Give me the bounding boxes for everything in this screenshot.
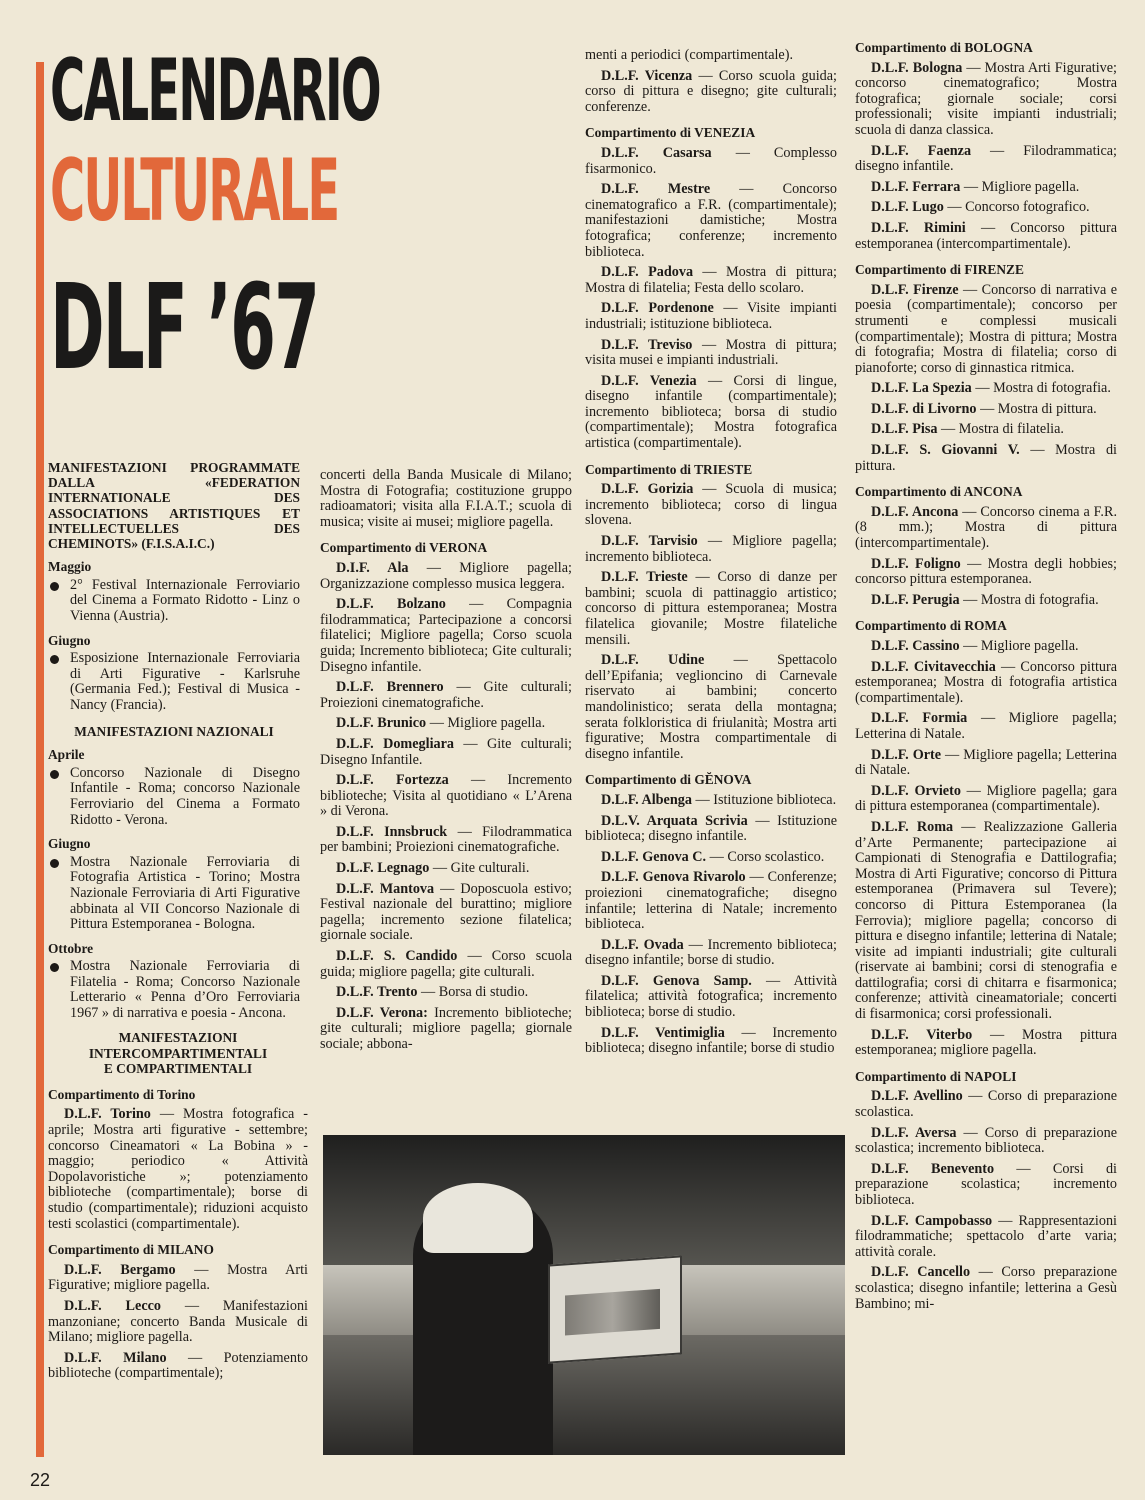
list-item: D.L.F. Milano — Potenziamento biblioteche (compartimentale); bbox=[48, 1349, 308, 1382]
list-item: Concorso Nazionale di Disegno Infantile - Roma; concorso Nazionale Ferroviario del Cinema a Formato Ridotto - Verona. bbox=[48, 766, 300, 828]
list-item: D.L.F. Venezia — Corsi di lingue, disegno infantile (compartimentale); incremento biblioteca; borsa di studio (compartimentale); Mostra fotografica artistica (compartimentale). bbox=[585, 372, 837, 452]
list-item: D.L.F. Cancello — Corso preparazione scolastica; disegno infantile; letterina a Gesù Bambino; mi- bbox=[855, 1264, 1118, 1312]
intro-heading: MANIFESTAZIONI PROGRAMMATE DALLA «FEDERATION INTERNATIONALE DES ASSOCIATIONS ARTISTIQUES ET INTELLECTUELLES DES CHEMINOTS» (F.I.S.A.I.C.) bbox=[48, 460, 300, 552]
list-item: D.L.F. Formia — Migliore pagella; Letterina di Natale. bbox=[855, 710, 1117, 742]
list-item: D.L.F. S. Candido — Corso scuola guida; migliore pagella; gite culturali. bbox=[320, 948, 572, 980]
list-item: D.L.F. Civitavecchia — Concorso pittura estemporanea; Mostra di fotografia artistica (compartimentale). bbox=[855, 658, 1118, 706]
list-item: D.L.F. Cassino — Migliore pagella. bbox=[871, 638, 1079, 654]
list-item: D.L.F. Udine — Spettacolo dell’Epifania; veglioncino di Carnevale riservato ai bambini; concerto mandolinistico; serata della montagna; serata folkloristica di friulanità; Mostra arti figurative; Mostra compartimentale di disegno infantile. bbox=[585, 652, 837, 762]
section-heading: MANIFESTAZIONI bbox=[118, 1030, 238, 1045]
list-item: D.L.F. Bolzano — Compagnia filodrammatica; Partecipazione a concorsi filatelici; Migliore pagella; Corso scuola guida; Incremento biblioteca; Gite culturali; Disegno infantile. bbox=[320, 596, 572, 675]
list-item: D.L.F. Tarvisio — Migliore pagella; incremento biblioteca. bbox=[585, 533, 837, 565]
title-line-3: DLF ’67 bbox=[50, 258, 319, 396]
list-item: D.L.F. Bergamo — Mostra Arti Figurative; migliore pagella. bbox=[48, 1261, 309, 1294]
section-heading: INTERCOMPARTIMENTALI bbox=[88, 1045, 268, 1061]
list-item: D.L.F. Ferrara — Migliore pagella. bbox=[871, 178, 1080, 195]
list-item: D.L.F. Genova Rivarolo — Conferenze; proiezioni cinematografiche; disegno infantile; letterina di Natale; incremento biblioteca. bbox=[585, 869, 837, 933]
list-item: D.L.F. Casarsa — Complesso fisarmonico. bbox=[585, 144, 837, 177]
page-title bbox=[50, 41, 380, 396]
compartment-heading: Compartimento di TRIESTE bbox=[585, 461, 753, 477]
section-heading: E COMPARTIMENTALI bbox=[103, 1061, 253, 1077]
column-1-lower bbox=[48, 1030, 308, 1387]
list-item: D.L.F. Pordenone — Visite impianti industriali; istituzione biblioteca. bbox=[585, 300, 837, 332]
list-item: D.L.F. Verona: Incremento biblioteche; gite culturali; migliore pagella; giornale sociale; abbona- bbox=[320, 1004, 573, 1052]
list-item: D.L.F. Genova C. — Corso scolastico. bbox=[601, 848, 825, 865]
compartment-heading: Compartimento di BOLOGNA bbox=[855, 40, 1033, 55]
list-item: D.L.F. Innsbruck — Filodrammatica per bambini; Proiezioni cinematografiche. bbox=[320, 823, 572, 856]
compartment-heading: Compartimento di ANCONA bbox=[855, 484, 1023, 500]
compartment-heading: Compartimento di VERONA bbox=[320, 540, 488, 556]
compartment-heading: Compartimento di NAPOLI bbox=[855, 1068, 1017, 1084]
list-item: D.L.F. Faenza — Filodrammatica; disegno infantile. bbox=[855, 142, 1117, 175]
list-item: D.L.F. Ovada — Incremento biblioteca; disegno infantile; borse di studio. bbox=[585, 936, 838, 969]
list-item: D.L.F. Bologna — Mostra Arti Figurative; concorso cinematografico; Mostra fotografica; giornale sociale; corsi professionali; visite impianti industriali; scuola di danza classica. bbox=[855, 59, 1117, 138]
list-item: D.L.F. Roma — Realizzazione Galleria d’Arte Permanente; partecipazione ai Campionati di Stenografia e Dattilografia; Mostra di Arti Figurative; concorso di Pittura estemporanea (Primavera sul Tevere); concorso di Pittura Estemporanea (la Ferrovia); migliore pagella; concorso di pittura e disegno infantile; letterina di Natale; visite ad impianti industriali; gite culturali (riservate ai bambini; corsi di stenografia e dattilografia; corsi di chitarra e fisarmonica; conferenze; attività cineamatoriale; concerti di fisarmonica; corsi professionali. bbox=[855, 818, 1117, 1023]
list-item: D.L.F. Rimini — Concorso pittura estemporanea (intercompartimentale). bbox=[855, 219, 1117, 252]
continued-text: menti a periodici (compartimentale). bbox=[585, 47, 793, 63]
accent-bar bbox=[36, 62, 44, 1457]
list-item: D.L.F. Mestre — Concorso cinematografico a F.R. (compartimentale); manifestazioni damistiche; Mostra fotografica; conferenze; incremento biblioteca. bbox=[585, 181, 838, 260]
column-4 bbox=[855, 40, 1117, 1317]
list-item: 2° Festival Internazionale Ferroviario del Cinema a Formato Ridotto - Linz o Vienna (Austria). bbox=[48, 578, 300, 625]
month-label: Giugno bbox=[48, 836, 91, 852]
month-label: Aprile bbox=[48, 747, 85, 763]
list-item: D.L.F. Legnago — Gite culturali. bbox=[336, 860, 530, 877]
list-item: D.L.F. Trieste — Corso di danze per bambini; scuola di pattinaggio artistico; concorso di pittura estemporanea; Mostra filatelica giovanile; Mostre filateliche mensili. bbox=[585, 569, 837, 648]
list-item: D.L.F. di Livorno — Mostra di pittura. bbox=[871, 400, 1097, 417]
month-label: Giugno bbox=[48, 632, 91, 648]
list-item: D.L.F. Campobasso — Rappresentazioni filodrammatiche; spettacolo d’arte varia; attività corale. bbox=[855, 1212, 1117, 1260]
list-item: D.L.F. Perugia — Mostra di fotografia. bbox=[871, 591, 1099, 608]
list-item: D.L.F. Lecco — Manifestazioni manzoniane; concerto Banda Musicale di Milano; migliore pagella. bbox=[48, 1297, 308, 1346]
list-item: D.L.F. Orte — Migliore pagella; Letterina di Natale. bbox=[855, 746, 1117, 779]
list-item: D.L.F. Firenze — Concorso di narrativa e poesia (compartimentale); concorso per strumenti e complessi musicali (compartimentale); Mostra di pittura; Mostra di fotografia; Mostra di filatelia; corso di pianoforte; corso di ginnastica ritmica. bbox=[855, 281, 1117, 376]
compartment-heading: Compartimento di VENEZIA bbox=[585, 125, 756, 141]
column-3 bbox=[585, 48, 837, 1062]
list-item: D.L.F. Torino — Mostra fotografica - aprile; Mostra arti figurative - settembre; concorso Cineamatori « La Bobina » - maggio; periodico « Attività Dopolavoristiche »; potenziamento biblioteche (compartimentale); borse di studio (compartimentale); riduzioni acquisto testi scolastici (compartimentale). bbox=[48, 1106, 309, 1232]
list-item: D.L.F. Lugo — Concorso fotografico. bbox=[871, 199, 1090, 216]
list-item: D.L.F. Brunico — Migliore pagella. bbox=[336, 715, 546, 732]
list-item: D.L.F. Benevento — Corsi di preparazione scolastica; incremento biblioteca. bbox=[855, 1160, 1117, 1208]
photo-sky bbox=[323, 1135, 845, 1265]
title-line-1: CALENDARIO bbox=[50, 41, 380, 141]
column-2 bbox=[320, 468, 572, 1058]
column-1 bbox=[48, 460, 300, 1028]
month-label: Ottobre bbox=[48, 940, 94, 956]
list-item: D.L.F. Domegliara — Gite culturali; Disegno Infantile. bbox=[320, 735, 572, 768]
list-item: D.L.F. Padova — Mostra di pittura; Mostra di filatelia; Festa dello scolaro. bbox=[585, 264, 837, 296]
photo-easel-canvas bbox=[548, 1255, 682, 1363]
list-item: D.L.F. Gorizia — Scuola di musica; incremento biblioteca; corso di lingua slovena. bbox=[585, 481, 837, 529]
list-item: Mostra Nazionale Ferroviaria di Filatelia - Roma; Concorso Nazionale Letterario « Penna d’Oro Ferroviaria 1967 » di narrativa e poesia - Ancona. bbox=[48, 959, 300, 1021]
list-item: D.L.F. Albenga — Istituzione biblioteca. bbox=[601, 791, 837, 808]
list-item: D.L.F. Aversa — Corso di preparazione scolastica; incremento biblioteca. bbox=[855, 1124, 1117, 1157]
list-item: D.L.F. Viterbo — Mostra pittura estemporanea; migliore pagella. bbox=[855, 1026, 1118, 1059]
section-heading: MANIFESTAZIONI NAZIONALI bbox=[74, 723, 274, 739]
continued-text: concerti della Banda Musicale di Milano; Mostra di Fotografia; costituzione gruppo radioamatori; visita alla F.I.A.T.; scuola di musica; visite ai musei; migliore pagella. bbox=[320, 467, 572, 530]
list-item: D.L.F. Fortezza — Incremento biblioteche; Visita al quotidiano « L’Arena » di Verona. bbox=[320, 772, 572, 820]
list-item: D.L.F. Pisa — Mostra di filatelia. bbox=[871, 421, 1064, 438]
list-item: D.L.F. Vicenza — Corso scuola guida; corso di pittura e disegno; gite culturali; conferenze. bbox=[585, 67, 837, 115]
list-item: D.L.F. Avellino — Corso di preparazione scolastica. bbox=[855, 1088, 1117, 1121]
list-item: D.I.F. Ala — Migliore pagella; Organizzazione complesso musica leggera. bbox=[320, 559, 572, 592]
list-item: D.L.F. Ancona — Concorso cinema a F.R. (8 mm.); Mostra di pittura (intercompartimentale). bbox=[855, 503, 1117, 552]
list-item: Esposizione Internazionale Ferroviaria di Arti Figurative - Karlsruhe (Germania Fed.); Festival di Musica - Nancy (Francia). bbox=[48, 651, 300, 713]
list-item: D.L.F. Foligno — Mostra degli hobbies; concorso pittura estemporanea. bbox=[855, 555, 1117, 588]
list-item: D.L.F. Treviso — Mostra di pittura; visita musei e impianti industriali. bbox=[585, 336, 837, 369]
list-item: D.L.F. La Spezia — Mostra di fotografia. bbox=[871, 380, 1111, 397]
compartment-heading: Compartimento di MILANO bbox=[48, 1242, 214, 1258]
list-item: D.L.F. Genova Samp. — Attività filatelica; attività fotografica; incremento biblioteca; borse di studio. bbox=[585, 972, 837, 1021]
list-item: D.L.V. Arquata Scrivia — Istituzione biblioteca; disegno infantile. bbox=[585, 812, 837, 845]
month-label: Maggio bbox=[48, 559, 92, 575]
list-item: Mostra Nazionale Ferroviaria di Fotografia Artistica - Torino; Mostra Nazionale Ferroviaria di Arti Figurative abbinata al VII Concorso Nazionale di Pittura Estemporanea - Bologna. bbox=[48, 855, 300, 933]
compartment-heading: Compartimento di FIRENZE bbox=[855, 262, 1024, 278]
compartment-heading: Compartimento di GĔNOVA bbox=[585, 772, 752, 788]
list-item: D.L.F. S. Giovanni V. — Mostra di pittura. bbox=[855, 442, 1118, 474]
page-number: 22 bbox=[30, 1470, 51, 1490]
painter-photo bbox=[323, 1135, 845, 1455]
compartment-heading: Compartimento di ROMA bbox=[855, 618, 1007, 634]
title-line-2: CULTURALE bbox=[50, 141, 339, 241]
list-item: D.L.F. Trento — Borsa di studio. bbox=[336, 984, 529, 1001]
list-item: D.L.F. Brennero — Gite culturali; Proiezioni cinematografiche. bbox=[320, 679, 572, 711]
list-item: D.L.F. Mantova — Doposcuola estivo; Festival nazionale del burattino; migliore pagella; incremento sezione filatelica; giornale sociale. bbox=[320, 880, 572, 944]
list-item: D.L.F. Orvieto — Migliore pagella; gara di pittura estemporanea (compartimentale). bbox=[855, 782, 1118, 815]
photo-paper-hat bbox=[423, 1183, 533, 1253]
compartment-heading: Compartimento di Torino bbox=[48, 1086, 196, 1102]
list-item: D.L.F. Ventimiglia — Incremento biblioteca; disegno infantile; borse di studio bbox=[585, 1024, 837, 1057]
